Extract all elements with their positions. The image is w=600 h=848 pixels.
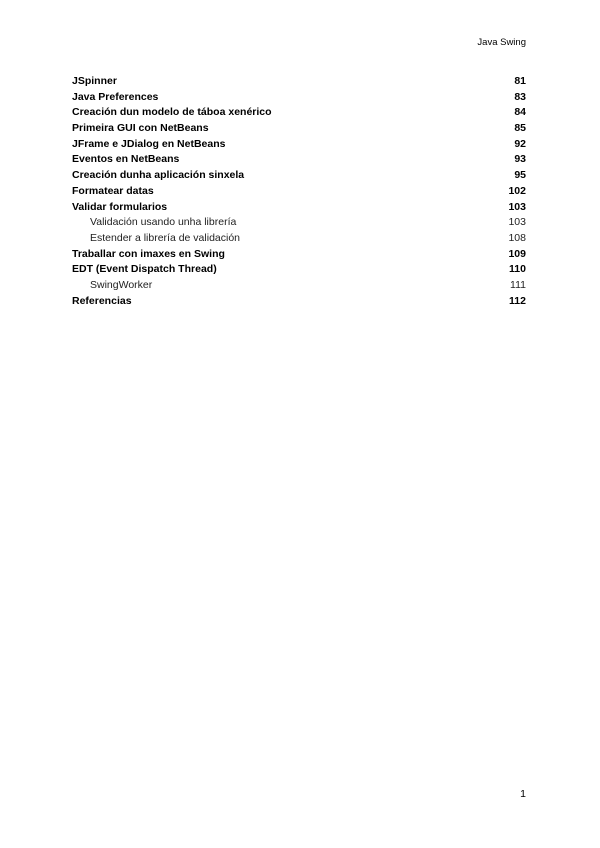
toc-entry[interactable] <box>72 152 526 168</box>
toc-entry-title: Formatear datas <box>72 184 154 197</box>
page-number: 1 <box>520 788 526 800</box>
toc-entry-page: 92 <box>514 137 526 150</box>
toc-entry-page: 93 <box>514 153 526 166</box>
toc-entry[interactable] <box>72 184 526 200</box>
toc-entry-title: Estender a librería de validación <box>90 231 241 244</box>
toc-entry[interactable] <box>72 90 526 106</box>
toc-entry-title: Java Preferences <box>72 90 159 103</box>
toc-entry[interactable] <box>72 247 526 263</box>
toc-subentry[interactable] <box>72 215 526 231</box>
toc-entry-page: 102 <box>508 184 526 197</box>
toc-entry-page: 84 <box>514 106 526 119</box>
toc-subentry[interactable] <box>72 231 526 247</box>
table-of-contents <box>72 74 526 309</box>
toc-entry-page: 112 <box>509 294 526 307</box>
toc-entry-title: Validar formularios <box>72 200 168 213</box>
toc-entry-title: JSpinner <box>72 75 117 87</box>
toc-entry[interactable] <box>72 168 526 184</box>
toc-entry[interactable] <box>72 74 526 90</box>
toc-entry-page: 111 <box>510 278 526 291</box>
toc-entry[interactable] <box>72 105 526 121</box>
toc-entry[interactable] <box>72 262 526 278</box>
toc-entry-title: EDT (Event Dispatch Thread) <box>72 263 217 276</box>
toc-entry-title: SwingWorker <box>90 278 153 291</box>
toc-entry-page: 95 <box>514 169 526 182</box>
toc-entry-page: 110 <box>509 263 526 276</box>
toc-entry-page: 83 <box>514 90 526 103</box>
toc-entry-title: Validación usando unha librería <box>90 216 237 229</box>
toc-entry-page: 81 <box>514 75 526 87</box>
toc-entry-title: Traballar con imaxes en Swing <box>72 247 225 260</box>
toc-entry-page: 108 <box>508 231 526 244</box>
toc-entry[interactable] <box>72 200 526 216</box>
toc-entry-title: Referencias <box>72 294 132 307</box>
toc-entry-title: Primeira GUI con NetBeans <box>72 122 209 135</box>
toc-entry[interactable] <box>72 294 526 310</box>
toc-subentry[interactable] <box>72 278 526 294</box>
running-header: Java Swing <box>477 37 526 48</box>
toc-entry-title: Eventos en NetBeans <box>72 153 180 166</box>
toc-entry-page: 103 <box>508 200 526 213</box>
toc-entry-page: 109 <box>508 247 526 260</box>
toc-entry[interactable] <box>72 137 526 153</box>
toc-entry-title: JFrame e JDialog en NetBeans <box>72 137 226 150</box>
toc-entry-page: 103 <box>508 216 526 229</box>
toc-entry[interactable] <box>72 121 526 137</box>
toc-entry-page: 85 <box>514 122 526 135</box>
toc-entry-title: Creación dunha aplicación sinxela <box>72 169 245 182</box>
toc-entry-title: Creación dun modelo de táboa xenérico <box>72 106 272 119</box>
